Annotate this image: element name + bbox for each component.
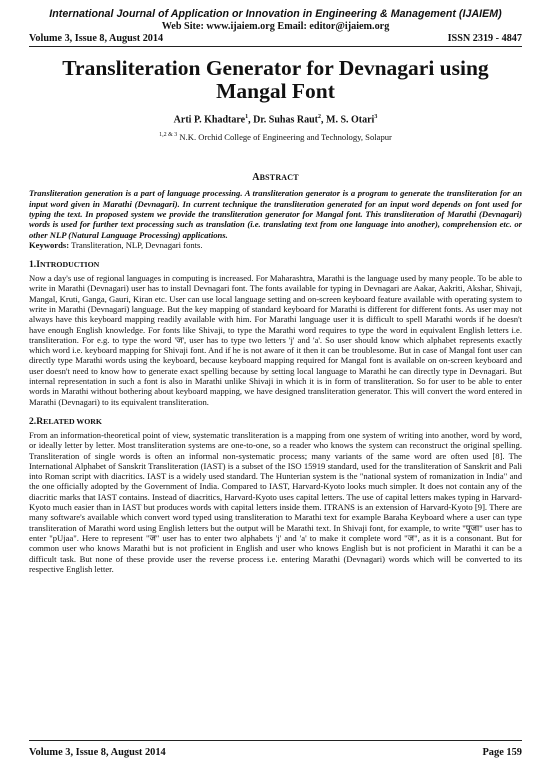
abstract-heading-initial: A <box>252 172 260 184</box>
affiliation <box>29 132 522 142</box>
header-volume: Volume 3, Issue 8, August 2014 <box>29 33 164 44</box>
section-body-related-work: From an information-theoretical point of view, systematic transliteration is a mapping from one system of writing into another, word by word, or ideally letter by letter. Most transliteration systems are one-to-one, so a reader who knows the system can reconstruct the original spelling. Transliteration of single words is often an informal non-systematic process; many variants of the same word are often used [8]. The International Alphabet of Sanskrit Transliteration (IAST) is a subset of the ISO 15919 standard, used for the transliteration of Sanskrit and Pali into Roman script with diacritics. IAST is a widely used standard. The Hunterian system is the "national system of romanization in India" and the one officially adopted by the Government of India. Compared to IAST, Harvard-Kyoto looks much simpler. It does not contain any of the diacritic marks that IAST contains. Instead of diacritics, Harvard-Kyoto uses capital letters. The use of capital letters makes typing in Harvard-Kyoto much easier than in IAST but produces words with capital letters inside them. ITRANS is an extension of Harvard-Kyoto [9]. There are many software's available which convert word typed using transliteration to Marathi text for example Baraha Keyboard where a user can type transliteration of Marathi word using English letters but the output will be Marathi text. In Shivaji font, for example, to write "पूजा" user has to enter "pUjaa". Here to represent "ज" user has to enter two alphabets 'j' and 'a' to make it complete word "ज", as it is a consonant. But for common user who knows Marathi but is not proficient in English and user who knows English but is not proficient in Marathi it can be a difficult task. But none of these provide user the reverse process i.e. entering Marathi (Devnagari) words which will be converted to its respective English letter. <box>29 429 522 574</box>
author-affil-mark: 2 <box>318 114 321 120</box>
title-line-1: Transliteration Generator for Devnagari using <box>62 56 489 80</box>
author-affil-mark: 1 <box>245 114 249 120</box>
section-heading-initial: R <box>36 415 44 427</box>
footer-volume: Volume 3, Issue 8, August 2014 <box>29 747 166 758</box>
section-heading-introduction <box>29 259 522 270</box>
author-name: Arti P. Khadtare <box>173 114 246 126</box>
author-affil-mark: 3 <box>374 114 378 120</box>
affiliation-mark: 1,2 & 3 <box>159 132 178 139</box>
section-number: 1. <box>29 259 37 271</box>
paper-title <box>29 57 522 103</box>
title-line-2: Mangal Font <box>216 79 335 103</box>
author-name: Dr. Suhas Raut <box>253 114 318 126</box>
abstract-text: Transliteration generation is a part of language processing. A transliteration generator is a program to generate the transliteration for an input word given in Marathi (Devnagari). In current technique the transliteration generated for an input word depends on font used for typing the text. In proposed system we provide the transliteration generator for Mangal font. This transliteration of Marathi (Devnagari) words is used for further text processing such as translation (i.e. translating text from one language into another), comprehension etc. or other NLP (Natural Language Processing) applications. <box>29 188 522 240</box>
section-heading-initial: I <box>36 259 40 271</box>
journal-web-email: Web Site: www.ijaiem.org Email: editor@ijaiem.org <box>161 21 390 32</box>
keywords-label: Keywords: <box>29 239 70 250</box>
keywords-line <box>29 240 522 250</box>
author-name: M. S. Otari <box>326 114 375 126</box>
paper-page <box>29 0 522 777</box>
journal-name: International Journal of Application or Innovation in Engineering & Management (IJAIEM) <box>49 8 502 20</box>
affiliation-text: N.K. Orchid College of Engineering and Technology, Solapur <box>179 132 392 143</box>
footer-rule <box>29 740 522 741</box>
page-footer <box>29 747 522 758</box>
section-heading-related-work <box>29 416 522 427</box>
keywords-text: Transliteration, NLP, Devnagari fonts. <box>71 239 203 250</box>
section-body-introduction: Now a day's use of regional languages in computing is increased. For Maharashtra, Marathi is the language used by many people. To be able to write in Marathi (Devnagari) user has to install Devnagari font. The fonts available for typing in Devnagari are Aakar, Aakriti, Akshar, Shivaji, Mangal, Kruti, Ganga, Gauri, Kiran etc. User can use local language setting and on-screen keyboard feature available with operating system to write in Marathi (Devnagari) language. But the key mapping of standard keyboard for Marathi is different for different fonts. As user may not always have this keyboard mapping readily available with him. For Marathi language user it is difficult to spell Marathi words if he doesn't have enough English knowledge. For fonts like Shivaji, to type the Marathi word requires to type the word in equivalent English letters i.e. transliteration. For e.g. to type the word 'ज', user has to type two letters 'j' and 'a'. So user should know which alphabet represents exactly which word i.e. keyboard mapping for Shivaji font. And if he is not aware of it then it can be troublesome. But in case of Mangal font user can directly type Marathi words using the keyboard, because keyboard mapping required for Mangal font is available on on-screen keyboard and user doesn't need to know how to generate exact spelling because by setting local language to Marathi he can directly type in Devnagari. But internal representation in such a font is also in Marathi unlike Shivaji in which it is in form of transliteration. So for user to be able to enter words in Marathi without bothering about keyboard mapping, we have designed transliteration generator. This will convert the word entered in Marathi (Devnagari) to its equivalent transliteration. <box>29 273 522 407</box>
volume-issn-row <box>29 33 522 44</box>
section-heading-rest: ELATED WORK <box>43 416 102 426</box>
abstract-heading <box>29 172 522 183</box>
header-issn: ISSN 2319 - 4847 <box>447 33 522 44</box>
section-number: 2. <box>29 415 37 427</box>
section-heading-rest: NTRODUCTION <box>39 260 100 270</box>
abstract-heading-rest: BSTRACT <box>259 173 299 183</box>
author-list: Arti P. Khadtare$^1$, Dr. Suhas Raut$^2$, M. S. Otari$^3$ <box>173 114 378 126</box>
header-rule <box>29 46 522 47</box>
footer-page-number: Page 159 <box>482 747 522 758</box>
